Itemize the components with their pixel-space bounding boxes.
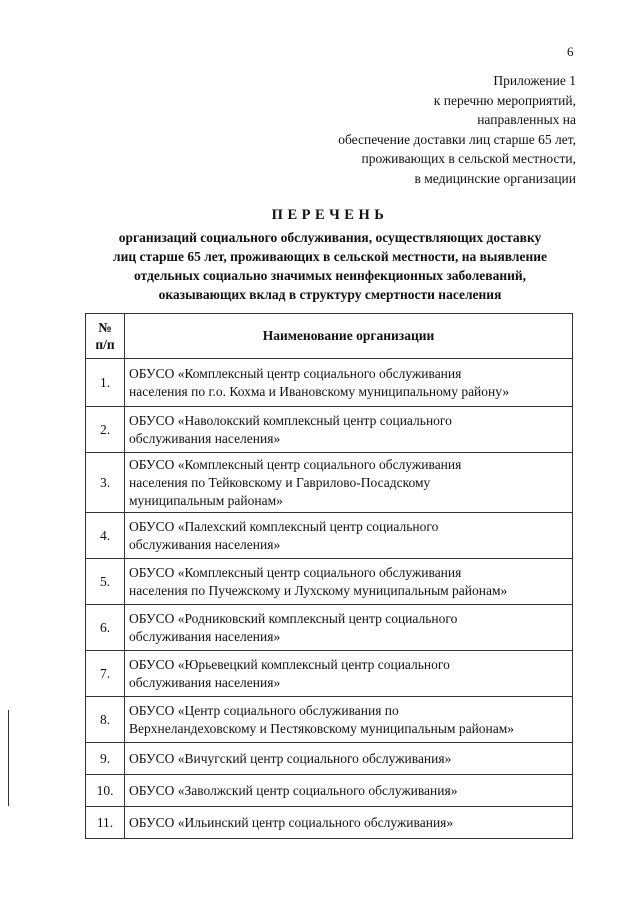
subtitle-line: организаций социального обслуживания, осуществляющих доставку — [118, 230, 542, 245]
organization-name — [125, 513, 573, 559]
column-header-name: Наименование организации — [125, 314, 573, 359]
row-number: 11. — [86, 807, 125, 839]
row-number: 9. — [86, 743, 125, 775]
organization-name-line: ОБУСО «Палехский комплексный центр социального — [129, 518, 439, 534]
organization-name — [125, 605, 573, 651]
organization-name-line: обслуживания населения» — [129, 430, 281, 446]
organizations-table — [85, 313, 573, 839]
column-header-number — [86, 314, 125, 359]
organization-name-line: ОБУСО «Комплексный центр социального обслуживания — [129, 365, 462, 381]
annex-line: в медицинские организации — [414, 170, 576, 186]
table-row — [86, 513, 573, 559]
organization-name-line: ОБУСО «Вичугский центр социального обслуживания» — [129, 750, 452, 766]
subtitle-line: оказывающих вклад в структуру смертности населения — [158, 287, 502, 302]
row-number: 1. — [86, 359, 125, 407]
row-number: 10. — [86, 775, 125, 807]
organization-name-line: обслуживания населения» — [129, 674, 281, 690]
organization-name-line: ОБУСО «Родниковский комплексный центр социального — [129, 610, 458, 626]
margin-mark — [8, 710, 9, 806]
annex-line: направленных на — [477, 112, 576, 127]
organization-name-line: ОБУСО «Комплексный центр социального обслуживания — [129, 564, 462, 580]
subtitle-line: отдельных социально значимых неинфекционных заболеваний, — [133, 268, 527, 283]
organization-name — [125, 407, 573, 453]
organization-name — [125, 453, 573, 513]
organization-name-line: ОБУСО «Наволокский комплексный центр социального — [129, 412, 452, 428]
organization-name — [125, 651, 573, 697]
document-subtitle — [70, 228, 590, 304]
annex-block — [338, 71, 576, 188]
annex-line: Приложение 1 — [493, 73, 576, 88]
subtitle-line: лиц старше 65 лет, проживающих в сельской местности, на выявление — [113, 249, 547, 264]
table-row — [86, 775, 573, 807]
annex-line: обеспечение доставки лиц старше 65 лет, — [338, 131, 576, 147]
row-number: 7. — [86, 651, 125, 697]
table-row — [86, 605, 573, 651]
table-header-row — [86, 314, 573, 359]
organization-name-line: ОБУСО «Комплексный центр социального обслуживания — [129, 456, 462, 472]
page-number: 6 — [567, 44, 574, 59]
table-row — [86, 559, 573, 605]
organization-name-line: населения по Тейковскому и Гаврилово-Посадскому — [129, 474, 431, 490]
organization-name — [125, 359, 573, 407]
row-number: 5. — [86, 559, 125, 605]
organization-name-line: ОБУСО «Юрьевецкий комплексный центр социального — [129, 656, 450, 672]
row-number: 6. — [86, 605, 125, 651]
organization-name-line: обслуживания населения» — [129, 536, 281, 552]
document-title: ПЕРЕЧЕНЬ — [271, 207, 389, 223]
table-row — [86, 359, 573, 407]
organization-name-line: ОБУСО «Центр социального обслуживания по — [129, 702, 399, 718]
table-row — [86, 743, 573, 775]
organization-name — [125, 559, 573, 605]
organization-name-line: обслуживания населения» — [129, 628, 281, 644]
annex-line: проживающих в сельской местности, — [361, 151, 576, 166]
table-body — [86, 359, 573, 839]
column-header-number-line2: п/п — [95, 337, 115, 352]
column-header-number-line1: № — [98, 320, 112, 335]
organization-name-line: Верхнеландеховскому и Пестяковскому муниципальным районам» — [129, 720, 515, 736]
organization-name-line: населения по г.о. Кохма и Ивановскому муниципальному району» — [129, 383, 510, 399]
organization-name-line: населения по Пучежскому и Лухскому муниципальным районам» — [129, 582, 508, 598]
organization-name-line: ОБУСО «Ильинский центр социального обслуживания» — [129, 814, 454, 830]
row-number: 2. — [86, 407, 125, 453]
organization-name — [125, 743, 573, 775]
table-row — [86, 651, 573, 697]
annex-line: к перечню мероприятий, — [433, 92, 576, 108]
organization-name-line: муниципальным районам» — [129, 492, 283, 508]
organization-name — [125, 807, 573, 839]
row-number: 3. — [86, 453, 125, 513]
document-heading — [70, 206, 590, 304]
table-row — [86, 697, 573, 743]
row-number: 4. — [86, 513, 125, 559]
organization-name — [125, 775, 573, 807]
organization-name — [125, 697, 573, 743]
table-row — [86, 807, 573, 839]
table-row — [86, 407, 573, 453]
row-number: 8. — [86, 697, 125, 743]
organization-name-line: ОБУСО «Заволжский центр социального обслуживания» — [129, 782, 458, 798]
table-row — [86, 453, 573, 513]
